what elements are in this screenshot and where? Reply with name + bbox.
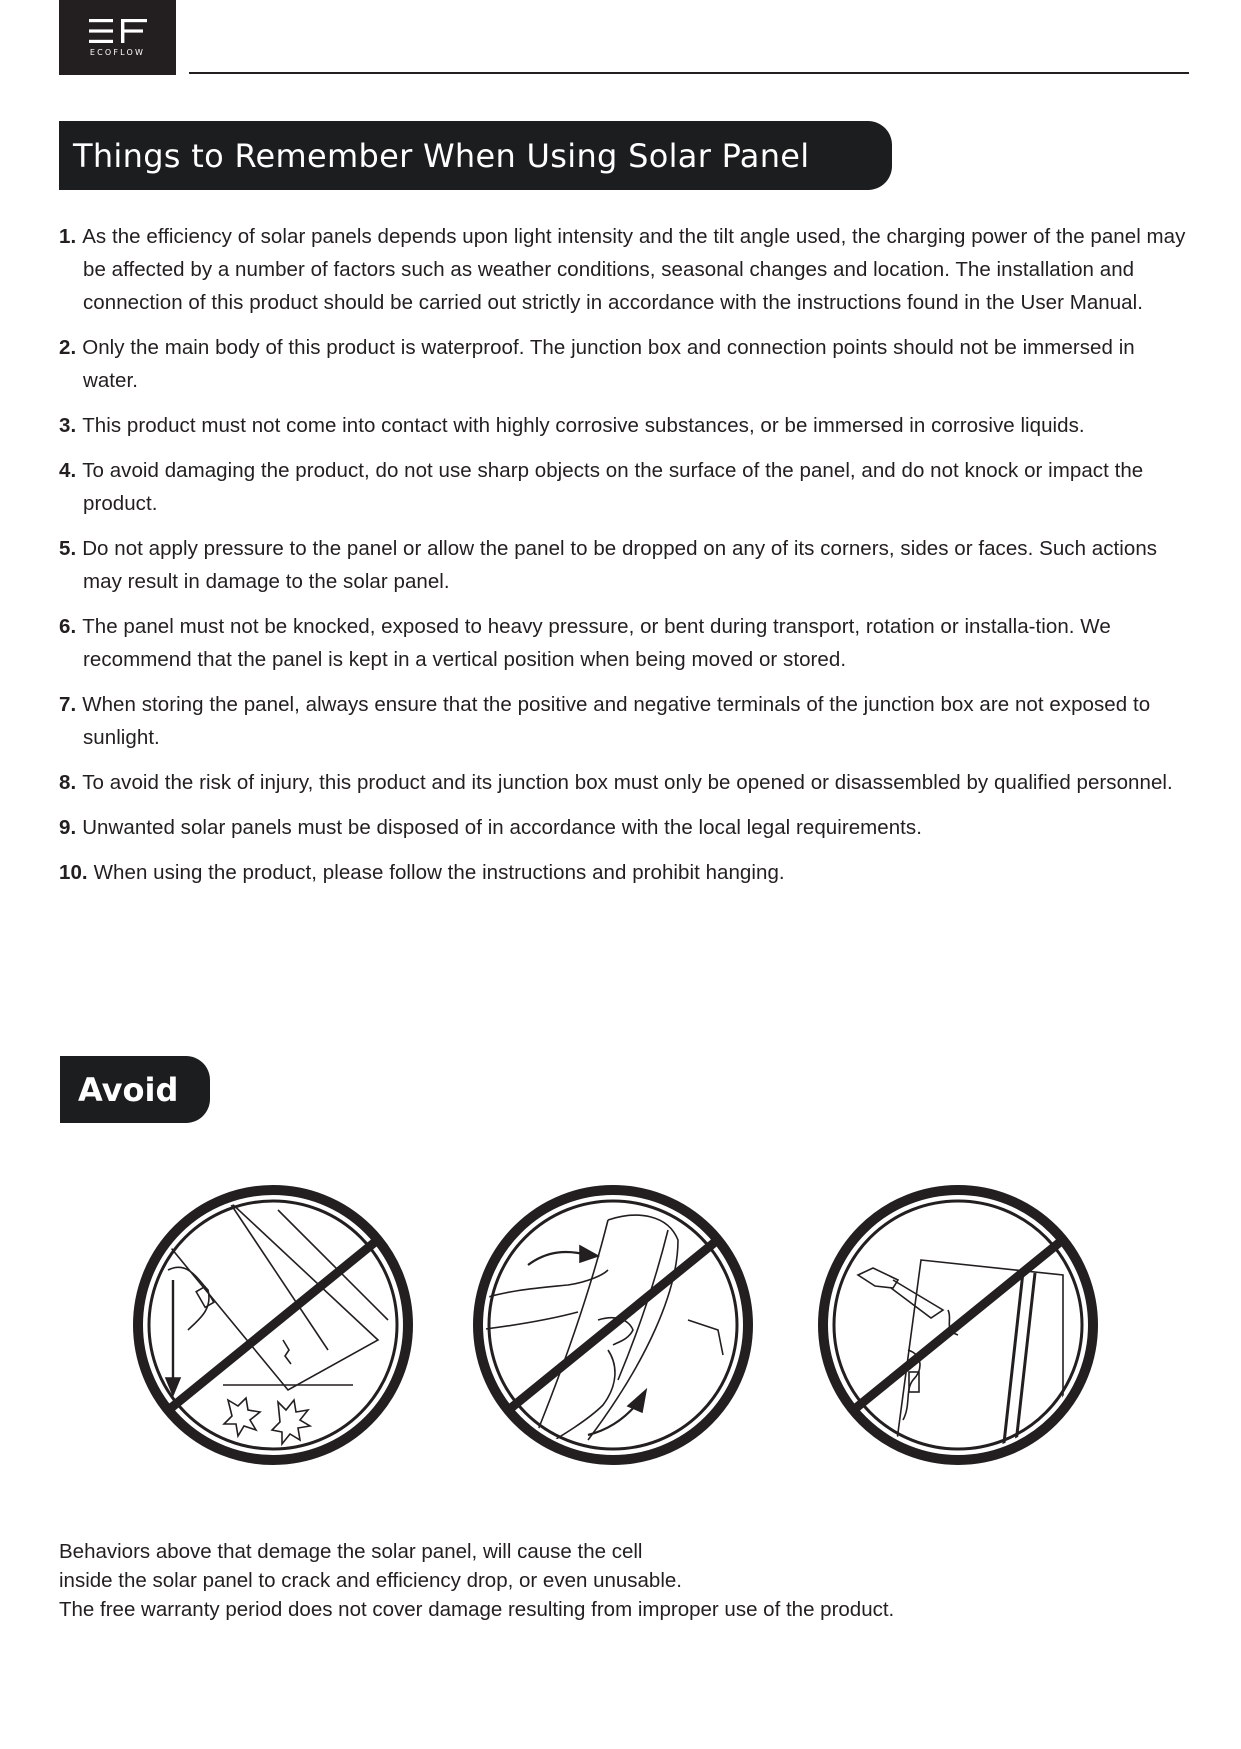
prohibited-knife-icon bbox=[813, 1180, 1103, 1470]
list-item bbox=[59, 856, 1189, 889]
item-number: 7. bbox=[59, 693, 77, 716]
item-text: To avoid the risk of injury, this product and its junction box must only be opened or disassembled by qualified personnel. bbox=[82, 771, 1173, 794]
note-line: The free warranty period does not cover damage resulting from improper use of the product. bbox=[59, 1598, 895, 1621]
list-item bbox=[59, 454, 1189, 520]
no-sharp-objects-illustration bbox=[813, 1180, 1103, 1470]
header-divider bbox=[189, 72, 1189, 74]
no-dropping-illustration bbox=[128, 1180, 418, 1470]
no-bending-illustration bbox=[468, 1180, 758, 1470]
item-text: This product must not come into contact with highly corrosive substances, or be immersed in corrosive liquids. bbox=[82, 414, 1085, 437]
item-text: Only the main body of this product is waterproof. The junction box and connection points should not be immersed in water. bbox=[82, 336, 1135, 392]
item-number: 5. bbox=[59, 537, 77, 560]
item-number: 2. bbox=[59, 336, 77, 359]
warranty-note bbox=[59, 1537, 1159, 1624]
list-item bbox=[59, 811, 1189, 844]
note-line: inside the solar panel to crack and efficiency drop, or even unusable. bbox=[59, 1569, 682, 1592]
list-item bbox=[59, 532, 1189, 598]
section-heading bbox=[59, 121, 892, 190]
list-item bbox=[59, 409, 1189, 442]
avoid-heading-text: Avoid bbox=[78, 1070, 179, 1109]
item-number: 9. bbox=[59, 816, 77, 839]
logo-wordmark: ECOFLOW bbox=[89, 48, 146, 57]
item-number: 10. bbox=[59, 861, 88, 884]
item-number: 3. bbox=[59, 414, 77, 437]
item-text: When storing the panel, always ensure that the positive and negative terminals of the junction box are not exposed to sunlight. bbox=[82, 693, 1151, 749]
ecoflow-logo bbox=[59, 0, 176, 75]
prohibited-bend-icon bbox=[468, 1180, 758, 1470]
item-text: As the efficiency of solar panels depends upon light intensity and the tilt angle used, the charging power of the panel may be affected by a number of factors such as weather conditions, seasonal changes and location. The installation and connection of this product should be carried out strictly in accordance with the instructions found in the User Manual. bbox=[82, 225, 1186, 314]
item-number: 1. bbox=[59, 225, 77, 248]
item-text: When using the product, please follow the instructions and prohibit hanging. bbox=[93, 861, 785, 884]
list-item bbox=[59, 688, 1189, 754]
item-number: 4. bbox=[59, 459, 77, 482]
list-item bbox=[59, 610, 1189, 676]
prohibited-drop-icon bbox=[128, 1180, 418, 1470]
list-item bbox=[59, 220, 1189, 319]
note-line: Behaviors above that demage the solar panel, will cause the cell bbox=[59, 1540, 643, 1563]
list-item bbox=[59, 766, 1189, 799]
avoid-heading bbox=[60, 1056, 210, 1123]
item-number: 8. bbox=[59, 771, 77, 794]
item-text: Unwanted solar panels must be disposed of in accordance with the local legal requirements. bbox=[82, 816, 922, 839]
item-text: The panel must not be knocked, exposed to heavy pressure, or bent during transport, rotation or installa-tion. We recommend that the panel is kept in a vertical position when being moved or stored. bbox=[82, 615, 1111, 671]
item-text: To avoid damaging the product, do not use sharp objects on the surface of the panel, and do not knock or impact the product. bbox=[82, 459, 1144, 515]
ef-monogram-icon bbox=[88, 18, 148, 44]
section-heading-text: Things to Remember When Using Solar Panel bbox=[73, 136, 810, 175]
item-text: Do not apply pressure to the panel or allow the panel to be dropped on any of its corners, sides or faces. Such actions may result in damage to the solar panel. bbox=[82, 537, 1158, 593]
rules-list bbox=[59, 220, 1189, 901]
list-item bbox=[59, 331, 1189, 397]
item-number: 6. bbox=[59, 615, 77, 638]
